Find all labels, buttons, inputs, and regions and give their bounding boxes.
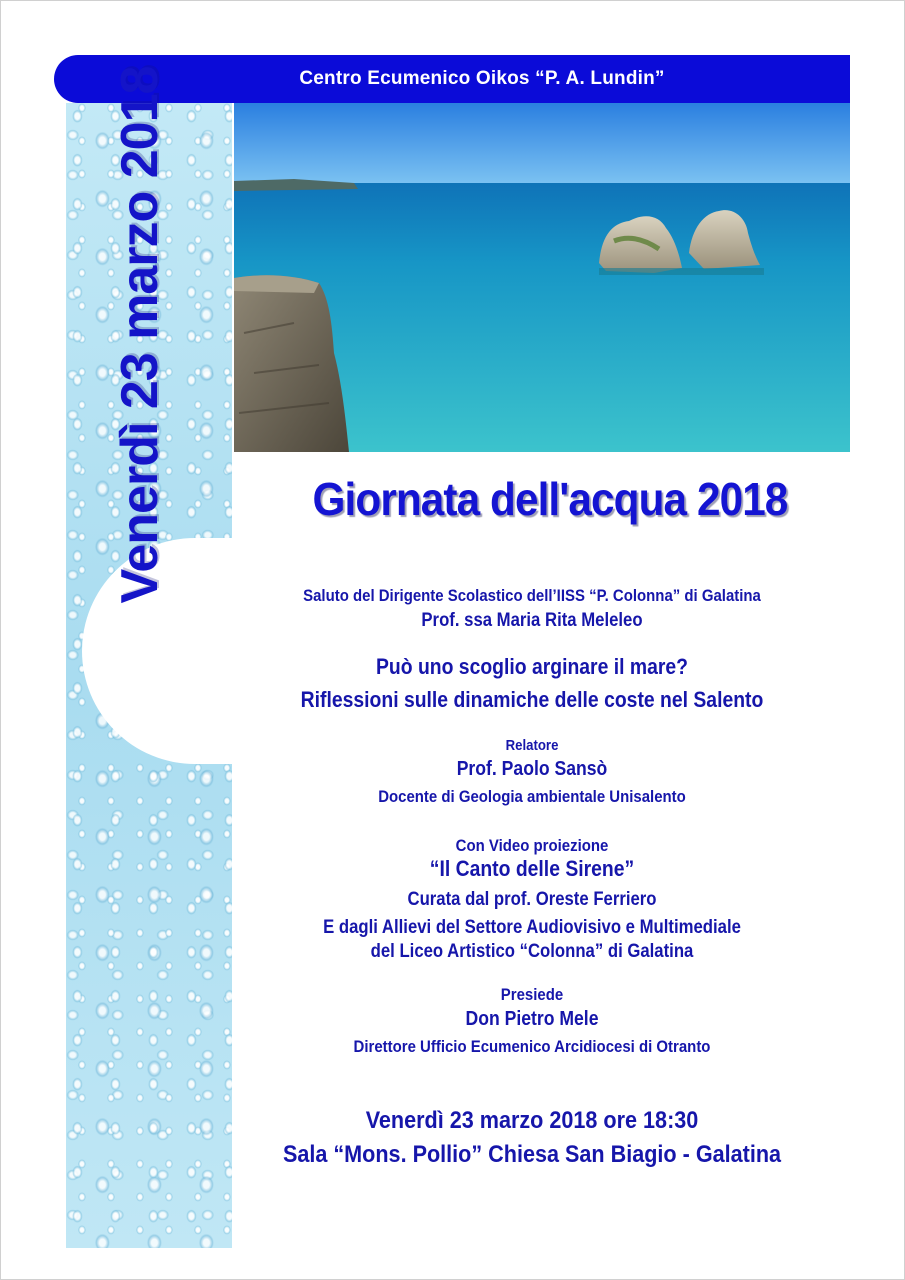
- topic-line-2: Riflessioni sulle dinamiche delle coste nel Salento: [300, 687, 764, 712]
- speaker-label: Relatore: [505, 737, 559, 754]
- video-students-2: del Liceo Artistico “Colonna” di Galatina: [370, 941, 694, 962]
- video-students-1: E dagli Allievi del Settore Audiovisivo e Multimediale: [323, 917, 741, 938]
- event-datetime: Venerdì 23 marzo 2018 ore 18:30: [365, 1107, 699, 1134]
- video-curator: Curata dal prof. Oreste Ferriero: [407, 889, 657, 910]
- event-title: Giornata dell'acqua 2018: [312, 473, 788, 525]
- header-title: Centro Ecumenico Oikos “P. A. Lundin”: [299, 68, 665, 89]
- speaker-role: Docente di Geologia ambientale Unisalento: [378, 787, 686, 806]
- speaker-name: Prof. Paolo Sansò: [456, 758, 608, 780]
- video-label: Con Video proiezione: [455, 836, 609, 855]
- greeting-text: Saluto del Dirigente Scolastico dell’IISS “P. Colonna” di Galatina: [303, 586, 761, 605]
- sea-rocks-photo: [234, 103, 850, 452]
- chair-name: Don Pietro Mele: [465, 1008, 599, 1030]
- event-location: Sala “Mons. Pollio” Chiesa San Biagio - Galatina: [282, 1141, 782, 1168]
- chair-role: Direttore Ufficio Ecumenico Arcidiocesi di Otranto: [353, 1037, 711, 1056]
- principal-name: Prof. ssa Maria Rita Meleleo: [421, 610, 643, 631]
- header-banner: [54, 55, 850, 103]
- vertical-date: Venerdì 23 marzo 2018: [111, 66, 169, 604]
- topic-line-1: Può uno scoglio arginare il mare?: [376, 654, 688, 679]
- video-title: “Il Canto delle Sirene”: [429, 856, 635, 881]
- chair-label: Presiede: [500, 985, 564, 1004]
